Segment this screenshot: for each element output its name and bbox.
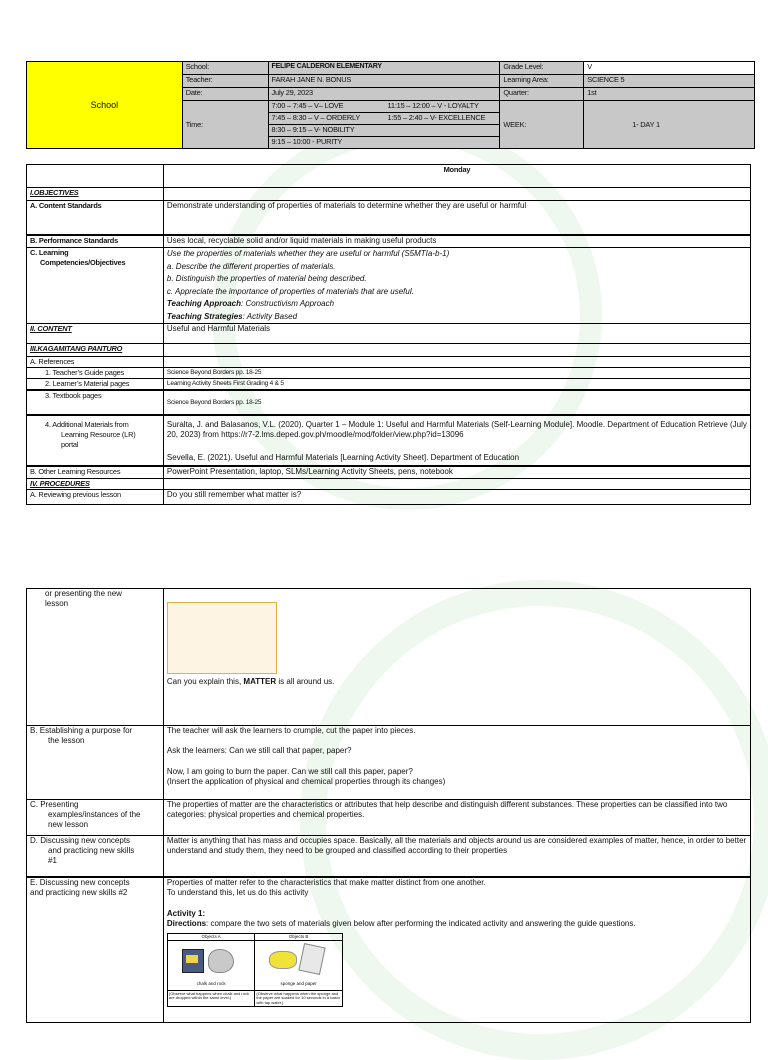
presenting-examples-line3: new lesson <box>48 820 89 829</box>
objects-a-header: Objects A <box>167 933 255 940</box>
content-standards-text: Demonstrate understanding of properties of materials to determine whether they are useful or harmful <box>163 201 750 235</box>
additional-materials-text <box>163 415 750 466</box>
tg-pages-value: Science Beyond Borders pp. 18-25 <box>163 368 750 379</box>
teaching-strategies-value: : Activity Based <box>242 311 298 321</box>
other-resources-text: PowerPoint Presentation, laptop, SLMs/Learning Activity Sheets, pens, notebook <box>163 466 750 478</box>
purpose-label <box>27 726 164 800</box>
quarter-value: 1st <box>584 88 755 101</box>
lm-pages-value: Learning Activity Sheets First Grading 4 & 5 <box>163 379 750 391</box>
school-field-label: School: <box>182 62 268 75</box>
competency-b: b. Distinguish the properties of material being described. <box>166 274 367 283</box>
purpose-label-line2: the lesson <box>48 736 85 745</box>
presenting-examples-text: The properties of matter are the characteristics or attributes that help describe and distinguish different substances. These properties can be classified into two categories: physical properties and chemical properties. <box>163 800 750 836</box>
matter-image-placeholder <box>167 602 277 674</box>
tg-pages-label: 1. Teacher’s Guide pages <box>27 368 164 379</box>
teacher-field-label: Teacher: <box>182 75 268 88</box>
discuss2-label-line2: and practicing new skills #2 <box>30 887 128 897</box>
other-resources-label: B. Other Learning Resources <box>27 466 164 478</box>
learning-area-label: Learning Area: <box>500 75 584 88</box>
school-label: School <box>90 100 119 110</box>
lm-pages-label: 2. Learner’s Material pages <box>27 379 164 391</box>
grade-level-label: Grade Level: <box>500 62 584 75</box>
reviewing-label: A. Reviewing previous lesson <box>27 489 164 504</box>
lesson-plan-table-page1 <box>26 164 751 505</box>
activity-title: Activity 1: <box>166 908 206 918</box>
time-slot-1: 7:00 – 7:45 – V– LOVE <box>271 101 344 110</box>
performance-standards-text: Uses local, recyclable solid and/or liquid materials in making useful products <box>163 235 750 248</box>
teaching-strategies <box>167 311 747 324</box>
purpose-line3: Now, I am going to burn the paper. Can we still call this paper, paper? <box>166 767 413 776</box>
competency-a: a. Describe the different properties of materials. <box>166 261 336 271</box>
performance-standards-label: B. Performance Standards <box>27 235 164 248</box>
school-label-cell <box>27 62 183 149</box>
purpose-line1: The teacher will ask the learners to crumple, cut the paper into pieces. <box>166 726 416 735</box>
teacher-name: FARAH JANE N. BONUS <box>268 75 500 88</box>
grade-level-value: V <box>584 62 755 75</box>
quarter-label: Quarter: <box>500 88 584 101</box>
chalk-label-icon <box>186 955 198 963</box>
textbook-pages-value: Science Beyond Borders pp. 18-25 <box>163 390 750 415</box>
teaching-approach-label: Teaching Approach <box>166 299 241 308</box>
competencies-label <box>27 248 164 324</box>
objects-a-note: (Observe what happens when chalk and rock are dropped within the same level.) <box>167 990 255 1007</box>
content-text: Useful and Harmful Materials <box>163 324 750 344</box>
discuss2-label <box>27 877 164 1023</box>
directions-text: : compare the two sets of materials given below after performing the indicated activity and answering the guide questions. <box>206 918 636 928</box>
additional-materials-line3: portal <box>61 440 79 449</box>
empty-cell <box>163 188 750 201</box>
day-header: Monday <box>163 165 750 188</box>
time-slot-6: 9:15 – 10:00 - PURITY <box>271 137 343 146</box>
objects-b-header: Objects B <box>255 933 343 940</box>
time-slot-4: 1:55 – 2:40 – V- EXCELLENCE <box>387 113 486 122</box>
matter-question-pre: Can you explain this, <box>166 677 244 686</box>
discuss1-text: Matter is anything that has mass and occupies space. Basically, all the materials and objects around us are considered examples of matter, hence, in order to better understand and study them, they need to be grouped and classified according to their properties <box>163 836 750 877</box>
week-label: WEEK: <box>500 101 584 149</box>
teaching-strategies-label: Teaching Strategies <box>166 311 243 321</box>
competencies-label-line2: Competencies/Objectives <box>40 258 126 267</box>
discuss2-line1: Properties of matter refer to the characteristics that make matter distinct from one another. <box>166 877 486 887</box>
presenting-examples-line1: C. Presenting <box>30 800 79 809</box>
procedures-heading: IV. PROCEDURES <box>27 478 164 489</box>
purpose-text <box>163 726 750 800</box>
reviewing-text: Do you still remember what matter is? <box>163 489 750 504</box>
competencies-text <box>163 248 750 324</box>
discuss2-label-line1: E. Discussing new concepts <box>30 877 130 887</box>
additional-materials-label <box>27 415 164 466</box>
reference-sevella: Sevella, E. (2021). Useful and Harmful Materials [Learning Activity Sheet]. Department of Education <box>166 453 520 462</box>
competencies-label-line1: C. Learning <box>30 248 69 257</box>
time-slot-2: 11:15 – 12:00 – V - LOYALTY <box>387 101 479 110</box>
learning-area-value: SCIENCE 5 <box>584 75 755 88</box>
objectives-heading: I.OBJECTIVES <box>27 188 164 201</box>
presenting-examples-label <box>27 800 164 836</box>
sponge-and-paper-image <box>255 941 342 981</box>
purpose-label-line1: B. Establishing a purpose for <box>30 726 133 735</box>
content-standards-label: A. Content Standards <box>27 201 164 235</box>
objects-b-note: (Observe what happens when the sponge and the paper are soaked for 10 seconds in a basin with tap water.) <box>255 990 343 1007</box>
empty-cell <box>163 478 750 489</box>
week-value: 1- DAY 1 <box>584 101 755 149</box>
matter-word: MATTER <box>243 677 277 686</box>
matter-image-cell <box>163 589 750 726</box>
empty-cell <box>163 344 750 357</box>
lesson-plan-table-page2 <box>26 588 751 1023</box>
reference-suralta: Suralta, J. and Balasanos, V.L. (2020). Quarter 1 – Module 1: Useful and Harmful Materials (Self-Learning Module]. Moodle. Department of Education Retrieve (July 20, 2023) from https://r7-2.lms.deped.gov.ph/moodle/mod/folder/view.php?id=13096 <box>166 420 747 439</box>
competency-c: c. Appreciate the importance of properties of materials that are useful. <box>166 286 414 296</box>
empty-cell <box>163 357 750 368</box>
paper-icon <box>299 943 326 975</box>
sponge-paper-caption: sponge and paper <box>280 980 317 986</box>
rock-icon <box>208 949 234 973</box>
textbook-pages-label: 3. Textbook pages <box>27 390 164 415</box>
discuss1-label-line2: and practicing new skills <box>48 846 135 855</box>
time-schedule <box>268 101 500 149</box>
additional-materials-line1: 4. Additional Materials from <box>45 420 129 429</box>
directions <box>167 919 747 929</box>
chalk-and-rock-image <box>168 941 255 981</box>
references-label: A. References <box>27 357 164 368</box>
date-value: July 29, 2023 <box>268 88 500 101</box>
header-table <box>26 61 755 149</box>
additional-materials-line2: Learning Resource (LR) <box>61 430 136 439</box>
matter-question-post: is all around us. <box>276 677 335 686</box>
discuss1-label <box>27 836 164 877</box>
school-name: FELIPE CALDERON ELEMENTARY <box>268 62 500 75</box>
discuss2-line2: To understand this, let us do this activity <box>166 887 309 897</box>
chalk-rock-caption: chalk and rock <box>196 980 226 986</box>
purpose-line4: (Insert the application of physical and chemical properties through its changes) <box>166 777 446 786</box>
teaching-approach-value: : Constructivism Approach <box>241 299 335 308</box>
discuss1-label-line3: #1 <box>48 856 57 865</box>
sponge-icon <box>269 951 297 969</box>
teaching-approach <box>167 298 747 311</box>
directions-label: Directions <box>166 918 207 928</box>
discuss2-content <box>163 877 750 1023</box>
time-slot-3: 7:45 – 8:30 – V – ORDERLY <box>271 113 361 122</box>
objects-b-cell <box>255 940 343 990</box>
objects-a-cell <box>167 940 255 990</box>
presenting-new-lesson-label <box>27 589 164 726</box>
time-field-label: Time: <box>182 101 268 149</box>
date-field-label: Date: <box>182 88 268 101</box>
time-slot-5: 8:30 – 9:15 – V- NOBILITY <box>269 125 500 137</box>
discuss1-label-line1: D. Discussing new concepts <box>30 836 131 845</box>
competency-main: Use the properties of materials whether they are useful or harmful (S5MTIa-b-1) <box>166 249 450 258</box>
objects-table <box>167 933 343 1008</box>
corner-cell <box>27 165 164 188</box>
presenting-label-line1: or presenting the new <box>45 589 122 598</box>
content-heading: II. CONTENT <box>27 324 164 344</box>
presenting-examples-line2: examples/instances of the <box>48 810 141 819</box>
kagamitang-heading: III.KAGAMITANG PANTURO <box>27 344 164 357</box>
purpose-line2: Ask the learners: Can we still call that paper, paper? <box>166 746 352 755</box>
matter-question <box>167 677 335 687</box>
presenting-label-line2: lesson <box>45 599 69 608</box>
